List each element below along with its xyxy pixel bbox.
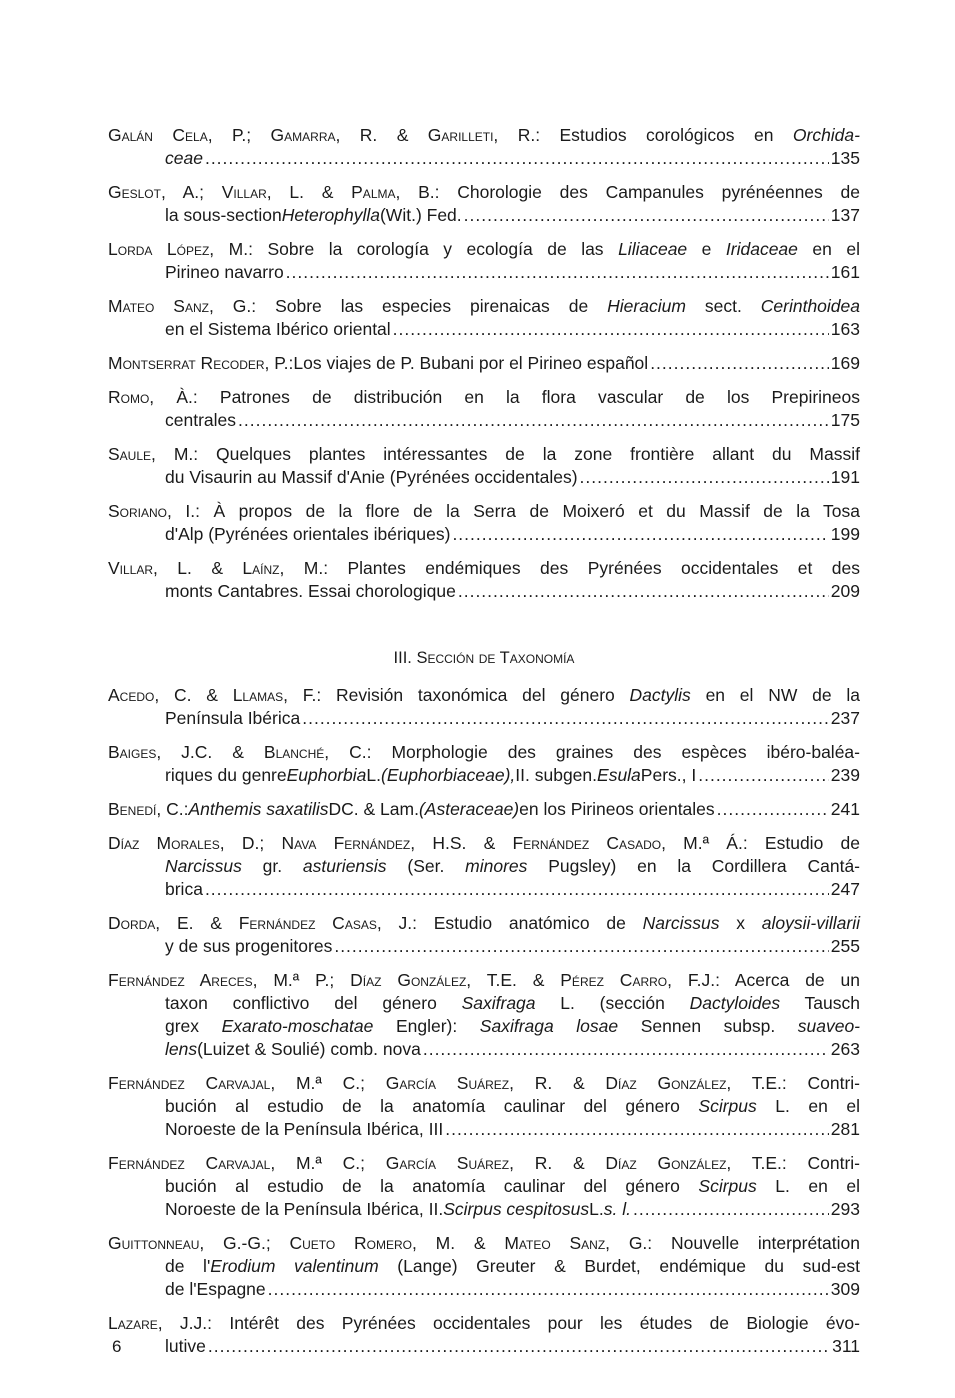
leader-dots	[633, 1198, 829, 1221]
entry-authors: Mateo Sanz, G.:	[108, 296, 257, 316]
page-number: 137	[830, 205, 860, 225]
entry-title-italic: s. l.	[603, 1199, 631, 1219]
entry-title-italic: Cerinthoidea	[760, 296, 860, 316]
page-number: 247	[830, 879, 860, 899]
leader-dots	[268, 1278, 829, 1301]
entry-title: Contri-	[786, 1153, 860, 1173]
entry-authors: Geslot, A.; Villar, L. & Palma, B.:	[108, 182, 440, 202]
entry-title: du Visaurin au Massif d'Anie (Pyrénées occidentales)	[165, 467, 578, 487]
entry-title: L.	[589, 1199, 604, 1219]
entry-title: (Lange) Greuter & Burdet, endémique du sud-est	[378, 1256, 861, 1276]
leader-dots	[650, 352, 829, 375]
toc-entry-fernandez-carvajal-2	[108, 1152, 860, 1221]
entry-authors: Fernández Areces, M.ª P.; Díaz González, T.E. & Pérez Carro, F.J.:	[108, 970, 720, 990]
section-heading	[108, 649, 860, 668]
entry-title: grex	[165, 1016, 222, 1036]
entry-title: centrales	[165, 410, 237, 430]
page-number: 311	[832, 1336, 860, 1356]
page-number: 199	[830, 524, 860, 544]
entry-title: Pirineo navarro	[165, 262, 284, 282]
entry-title: de l'	[165, 1256, 211, 1276]
entry-title: Pers., I	[640, 765, 697, 785]
toc-entry-benedi	[108, 798, 860, 821]
entry-title: Nouvelle interprétation	[652, 1233, 860, 1253]
entry-title: d'Alp (Pyrénées orientales ibériques)	[165, 524, 451, 544]
entry-title: L. (sección	[535, 993, 690, 1013]
entry-title: II. subgen.	[515, 765, 598, 785]
entry-authors: Romo, À.:	[108, 387, 198, 407]
toc-entry-diaz	[108, 832, 860, 901]
entry-title-italic: lens	[165, 1039, 198, 1059]
page-number: 163	[830, 319, 860, 339]
toc-entry-lorda	[108, 238, 860, 284]
entry-title-italic: Orchida-	[792, 125, 860, 145]
entry-title: de l'Espagne	[165, 1279, 266, 1299]
entry-title-italic: Hieracium	[607, 296, 686, 316]
entry-authors: Villar, L. & Laínz, M.:	[108, 558, 329, 578]
entry-authors: Lorda López, M.:	[108, 239, 253, 259]
entry-title: gr.	[241, 856, 303, 876]
page-number: 263	[830, 1039, 860, 1059]
page-number: 161	[830, 262, 860, 282]
entry-authors: Baiges, J.C. & Blanché, C.:	[108, 742, 372, 762]
entry-title-italic: Scirpus	[698, 1176, 757, 1196]
entry-title-italic: Iridaceae	[725, 239, 798, 259]
entry-title: Acerca de un	[719, 970, 860, 990]
page-number: 191	[830, 467, 860, 487]
toc-entry-baiges	[108, 741, 860, 787]
entry-title: Sobre la corología y ecología de las	[252, 239, 619, 259]
entry-title: (Ser.	[386, 856, 466, 876]
entry-title: en el Sistema Ibérico oriental	[165, 319, 391, 339]
entry-authors: Díaz Morales, D.; Nava Fernández, H.S. & Fernández Casado, M.ª Á.:	[108, 833, 748, 853]
toc-entry-lazare	[108, 1312, 860, 1358]
toc-entry-fernandez-carvajal-1	[108, 1072, 860, 1141]
entry-title: en los Pirineos orientales	[519, 799, 715, 819]
entry-title-italic: Narcissus	[642, 913, 720, 933]
entry-title: Península Ibérica	[165, 708, 301, 728]
entry-title: Sennen subsp.	[618, 1016, 798, 1036]
entry-title: Estudio anatómico de	[416, 913, 643, 933]
entry-title: bución al estudio de la anatomía caulinar del género	[165, 1096, 699, 1116]
toc-entry-fernandez-areces	[108, 969, 860, 1061]
entry-title: brica	[165, 879, 203, 899]
section-numeral: III.	[393, 649, 417, 667]
leader-dots	[458, 580, 829, 603]
leader-dots	[698, 764, 829, 787]
entry-title: Revisión taxonómica del género	[321, 685, 630, 705]
toc-entry-soriano	[108, 500, 860, 546]
entry-title: lutive	[165, 1336, 206, 1356]
entry-title: Engler):	[373, 1016, 480, 1036]
entry-authors: Montserrat Recoder, P.:	[108, 353, 294, 373]
leader-dots	[302, 707, 829, 730]
entry-title: en el	[797, 239, 860, 259]
leader-dots	[286, 261, 829, 284]
entry-title-italic: Narcissus	[165, 856, 242, 876]
entry-title: Noroeste de la Península Ibérica, III	[165, 1119, 444, 1139]
leader-dots	[445, 1118, 829, 1141]
entry-authors: Soriano, I.:	[108, 501, 200, 521]
entry-title-italic: asturiensis	[302, 856, 387, 876]
leader-dots	[423, 1038, 829, 1061]
entry-title-italic: suaveo-	[797, 1016, 861, 1036]
entry-title: (Luizet & Soulié) comb. nova	[197, 1039, 421, 1059]
entry-title: Chorologie des Campanules pyrénéennes de	[439, 182, 860, 202]
entry-title: Contri-	[786, 1073, 860, 1093]
leader-dots	[208, 1335, 830, 1358]
leader-dots	[717, 798, 829, 821]
entry-title: L. en el	[756, 1176, 860, 1196]
entry-title: Estudios corológicos en	[540, 125, 793, 145]
page-number: 281	[830, 1119, 860, 1139]
entry-title-italic: Euphorbia	[286, 765, 367, 785]
entry-title-italic: (Asteraceae)	[418, 799, 520, 819]
toc-entry-dorda	[108, 912, 860, 958]
entry-title-italic: Dactyloides	[689, 993, 781, 1013]
leader-dots	[393, 318, 829, 341]
entry-title-italic: Anthemis saxatilis	[188, 799, 329, 819]
page-folio: 6	[112, 1337, 122, 1356]
entry-title: x	[719, 913, 762, 933]
entry-title: riques du genre	[165, 765, 287, 785]
page-number: 237	[830, 708, 860, 728]
entry-authors: Saule, M.:	[108, 444, 199, 464]
entry-title: y de sus progenitores	[165, 936, 333, 956]
entry-title-italic: minores	[465, 856, 528, 876]
entry-title: À propos de la flore de la Serra de Moixeró et du Massif de la Tosa	[199, 501, 860, 521]
entry-title: la sous-section	[165, 205, 282, 225]
entry-title: Sobre las especies pirenaicas de	[256, 296, 608, 316]
toc-entry-galan	[108, 124, 860, 170]
entry-title: taxon conflictivo del género	[165, 993, 462, 1013]
entry-title-italic: Esula	[597, 765, 641, 785]
entry-authors: Benedí, C.:	[108, 799, 189, 819]
entry-title: Estudio de	[747, 833, 860, 853]
section-heading-text: Sección de Taxonomía	[416, 649, 575, 667]
leader-dots	[205, 147, 829, 170]
leader-dots	[580, 466, 829, 489]
leader-dots	[452, 523, 828, 546]
entry-title: Intérêt des Pyrénées occidentales pour les études de Biologie évo-	[212, 1313, 860, 1333]
entry-title: Noroeste de la Península Ibérica, II.	[165, 1199, 444, 1219]
entry-title: Plantes endémiques des Pyrénées occidentales et des	[328, 558, 860, 578]
entry-title: Tausch	[780, 993, 860, 1013]
entry-title: sect.	[685, 296, 761, 316]
entry-title-italic: Liliaceae	[618, 239, 688, 259]
entry-authors: Fernández Carvajal, M.ª C.; García Suárez, R. & Díaz González, T.E.:	[108, 1153, 787, 1173]
entry-title: monts Cantabres. Essai chorologique	[165, 581, 456, 601]
entry-title-italic: Erodium valentinum	[210, 1256, 379, 1276]
entry-title-italic: ceae	[165, 148, 203, 168]
toc-entry-villar	[108, 557, 860, 603]
toc-entry-romo	[108, 386, 860, 432]
entry-authors: Fernández Carvajal, M.ª C.; García Suárez, R. & Díaz González, T.E.:	[108, 1073, 787, 1093]
toc-entry-geslot	[108, 181, 860, 227]
entry-title: Patrones de distribución en la flora vascular de los Prepirineos	[197, 387, 860, 407]
entry-title: DC. & Lam.	[328, 799, 419, 819]
page-number: 209	[830, 581, 860, 601]
entry-title: en el NW de la	[690, 685, 860, 705]
toc-entry-saule	[108, 443, 860, 489]
page-number: 255	[830, 936, 860, 956]
leader-dots	[205, 878, 829, 901]
entry-title-italic: Saxifraga	[461, 993, 536, 1013]
entry-authors: Acedo, C. & Llamas, F.:	[108, 685, 322, 705]
page-number: 239	[830, 765, 860, 785]
entry-title: Pugsley) en la Cordillera Cantá-	[527, 856, 860, 876]
entry-title: Los viajes de P. Bubani por el Pirineo español	[293, 353, 649, 373]
leader-dots	[238, 409, 829, 432]
entry-title-italic: Heterophylla	[281, 205, 380, 225]
entry-authors: Dorda, E. & Fernández Casas, J.:	[108, 913, 417, 933]
toc-entry-acedo	[108, 684, 860, 730]
toc-entry-guittonneau	[108, 1232, 860, 1301]
toc-entry-montserrat	[108, 352, 860, 375]
page-number: 135	[830, 148, 860, 168]
entry-title-italic: Exarato-moschatae	[221, 1016, 374, 1036]
entry-title-italic: Scirpus	[698, 1096, 757, 1116]
entry-title: (Wit.) Fed.	[379, 205, 462, 225]
entry-authors: Guittonneau, G.-G.; Cueto Romero, M. & Mateo Sanz, G.:	[108, 1233, 653, 1253]
entry-title-italic: Dactylis	[629, 685, 691, 705]
entry-title: L. en el	[756, 1096, 860, 1116]
page-number: 175	[830, 410, 860, 430]
entry-title-italic: Saxifraga losae	[479, 1016, 619, 1036]
entry-title: L.	[366, 765, 382, 785]
page-number: 309	[830, 1279, 860, 1299]
entry-title: e	[687, 239, 726, 259]
page-number: 241	[830, 799, 860, 819]
leader-dots	[334, 935, 828, 958]
leader-dots	[464, 204, 829, 227]
entry-title-italic: (Euphorbiaceae),	[381, 765, 516, 785]
page-number: 169	[830, 353, 860, 373]
entry-authors: Galán Cela, P.; Gamarra, R. & Garilleti, R.:	[108, 125, 541, 145]
entry-title-italic: Scirpus cespitosus	[443, 1199, 590, 1219]
entry-title: Quelques plantes intéressantes de la zone frontière allant du Massif	[198, 444, 860, 464]
entry-title: Morphologie des graines des espèces ibéro-baléa-	[371, 742, 860, 762]
toc-entry-mateo	[108, 295, 860, 341]
entry-title-italic: aloysii-villarii	[761, 913, 860, 933]
entry-title: bución al estudio de la anatomía caulinar del género	[165, 1176, 699, 1196]
page-number: 293	[830, 1199, 860, 1219]
entry-authors: Lazare, J.J.:	[108, 1313, 213, 1333]
table-of-contents	[108, 124, 860, 1369]
